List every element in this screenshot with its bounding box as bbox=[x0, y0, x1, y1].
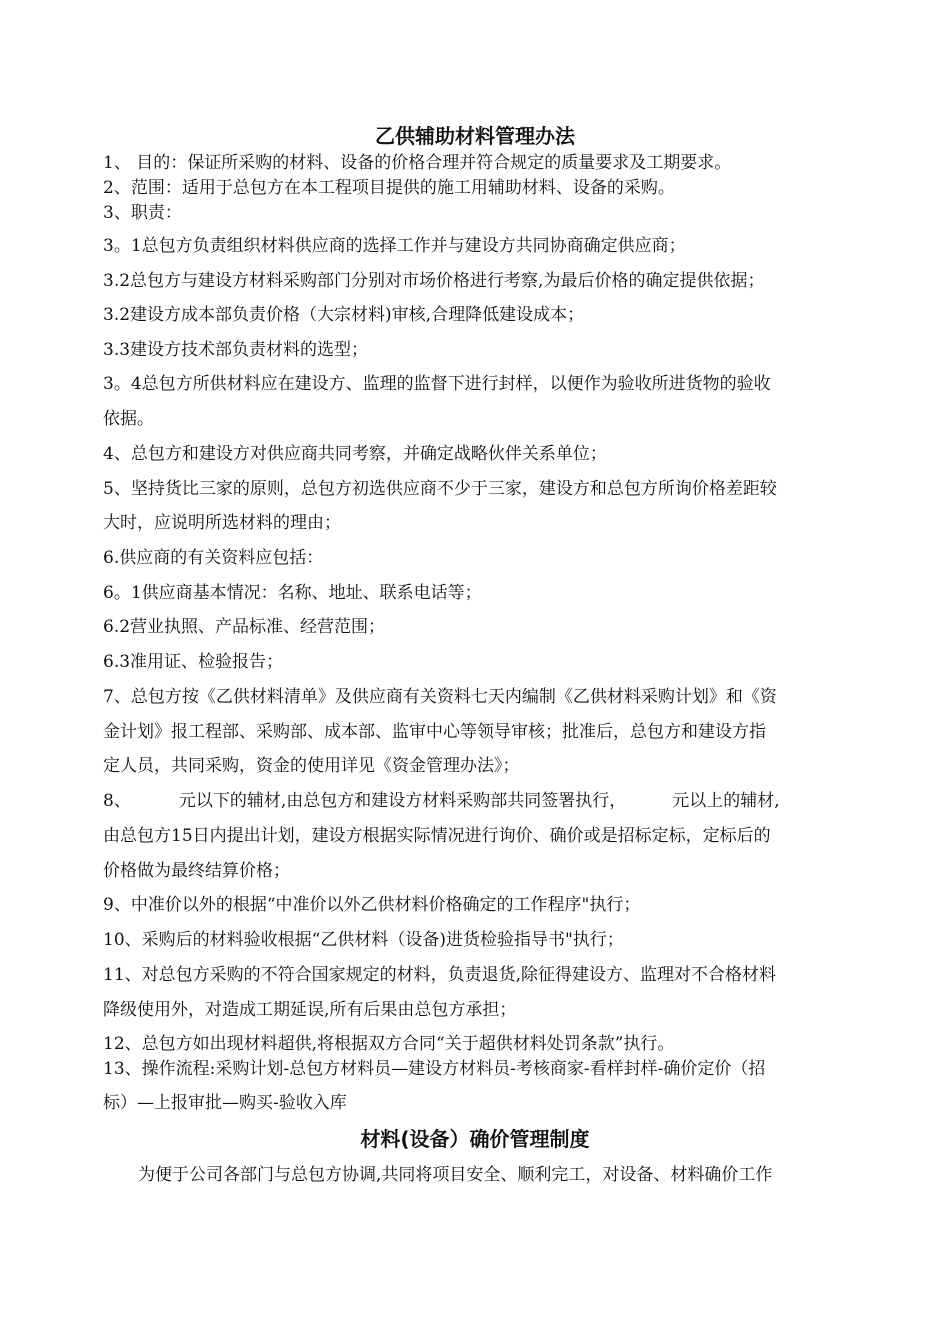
text-line-7: 7、总包方按《乙供材料清单》及供应商有关资料七天内编制《乙供材料采购计划》和《资 bbox=[103, 687, 777, 707]
text-line-7-cont1: 金计划》报工程部、采购部、成本部、监审中心等领导审核；批准后，总包方和建设方指 bbox=[103, 722, 766, 742]
text-line-11-cont: 降级使用外，对造成工期延误,所有后果由总包方承担； bbox=[103, 1000, 517, 1020]
text-line-3-1: 3。1总包方负责组织材料供应商的选择工作并与建设方共同协商确定供应商； bbox=[103, 236, 686, 256]
text-line-3: 3、职责： bbox=[103, 203, 182, 223]
text-line-3-2a: 3.2总包方与建设方材料采购部门分别对市场价格进行考察,为最后价格的确定提供依据； bbox=[103, 271, 765, 291]
text-line-9: 9、中准价以外的根据“中准价以外乙供材料价格确定的工作程序"执行； bbox=[103, 895, 641, 915]
text-line-3-4: 3。4总包方所供材料应在建设方、监理的监督下进行封样，以便作为验收所进货物的验收 bbox=[103, 374, 771, 394]
text-line-8 bbox=[103, 791, 780, 811]
text-line-6-2: 6.2营业执照、产品标准、经营范围； bbox=[103, 617, 386, 637]
text-line-8-cont2: 价格做为最终结算价格； bbox=[103, 861, 290, 881]
text-line-3-3: 3.3建设方技术部负责材料的选型； bbox=[103, 340, 369, 360]
text-line-3-4-cont: 依据。 bbox=[103, 409, 154, 429]
line8-part2: 元以上的辅材, bbox=[672, 791, 780, 811]
section-title: 材料(设备）确价管理制度 bbox=[360, 1127, 590, 1151]
line8-part1: 元以下的辅材,由总包方和建设方材料采购部共同签署执行， bbox=[178, 791, 627, 811]
text-line-6-1: 6。1供应商基本情况：名称、地址、联系电话等； bbox=[103, 583, 482, 603]
text-line-5-cont: 大时，应说明所选材料的理由； bbox=[103, 513, 341, 533]
text-line-7-cont2: 定人员，共同采购，资金的使用详见《资金管理办法》； bbox=[103, 756, 520, 776]
text-line-13-cont: 标）—上报审批—购买-验收入库 bbox=[103, 1093, 347, 1113]
text-line-11: 11、对总包方采购的不符合国家规定的材料，负责退货,除征得建设方、监理对不合格材料 bbox=[103, 965, 777, 985]
line8-number: 8、 bbox=[103, 791, 131, 811]
document-title: 乙供辅助材料管理办法 bbox=[375, 124, 575, 148]
text-line-10: 10、采购后的材料验收根据“乙供材料（设备)进货检验指导书"执行； bbox=[103, 930, 624, 950]
text-line-2: 2、范围：适用于总包方在本工程项目提供的施工用辅助材料、设备的采购。 bbox=[103, 178, 675, 198]
text-paragraph-last: 为便于公司各部门与总包方协调,共同将项目安全、顺利完工，对设备、材料确价工作 bbox=[138, 1165, 773, 1185]
text-line-12: 12、总包方如出现材料超供,将根据双方合同“关于超供材料处罚条款”执行。 bbox=[103, 1034, 675, 1054]
text-line-1: 1、 目的：保证所采购的材料、设备的价格合理并符合规定的质量要求及工期要求。 bbox=[103, 153, 732, 173]
text-line-6-3: 6.3准用证、检验报告； bbox=[103, 652, 284, 672]
text-line-5: 5、坚持货比三家的原则，总包方初选供应商不少于三家，建设方和总包方所询价格差距较 bbox=[103, 479, 777, 499]
text-line-13: 13、操作流程:采购计划-总包方材料员—建设方材料员-考核商家-看样封样-确价定价（招 bbox=[103, 1059, 766, 1079]
text-line-3-2b: 3.2建设方成本部负责价格（大宗材料)审核,合理降低建设成本； bbox=[103, 305, 585, 325]
text-line-8-cont1: 由总包方15日内提出计划，建设方根据实际情况进行询价、确价或是招标定标，定标后的 bbox=[103, 826, 771, 846]
text-line-4: 4、总包方和建设方对供应商共同考察，并确定战略伙伴关系单位； bbox=[103, 444, 607, 464]
text-line-6: 6.供应商的有关资料应包括： bbox=[103, 548, 324, 568]
